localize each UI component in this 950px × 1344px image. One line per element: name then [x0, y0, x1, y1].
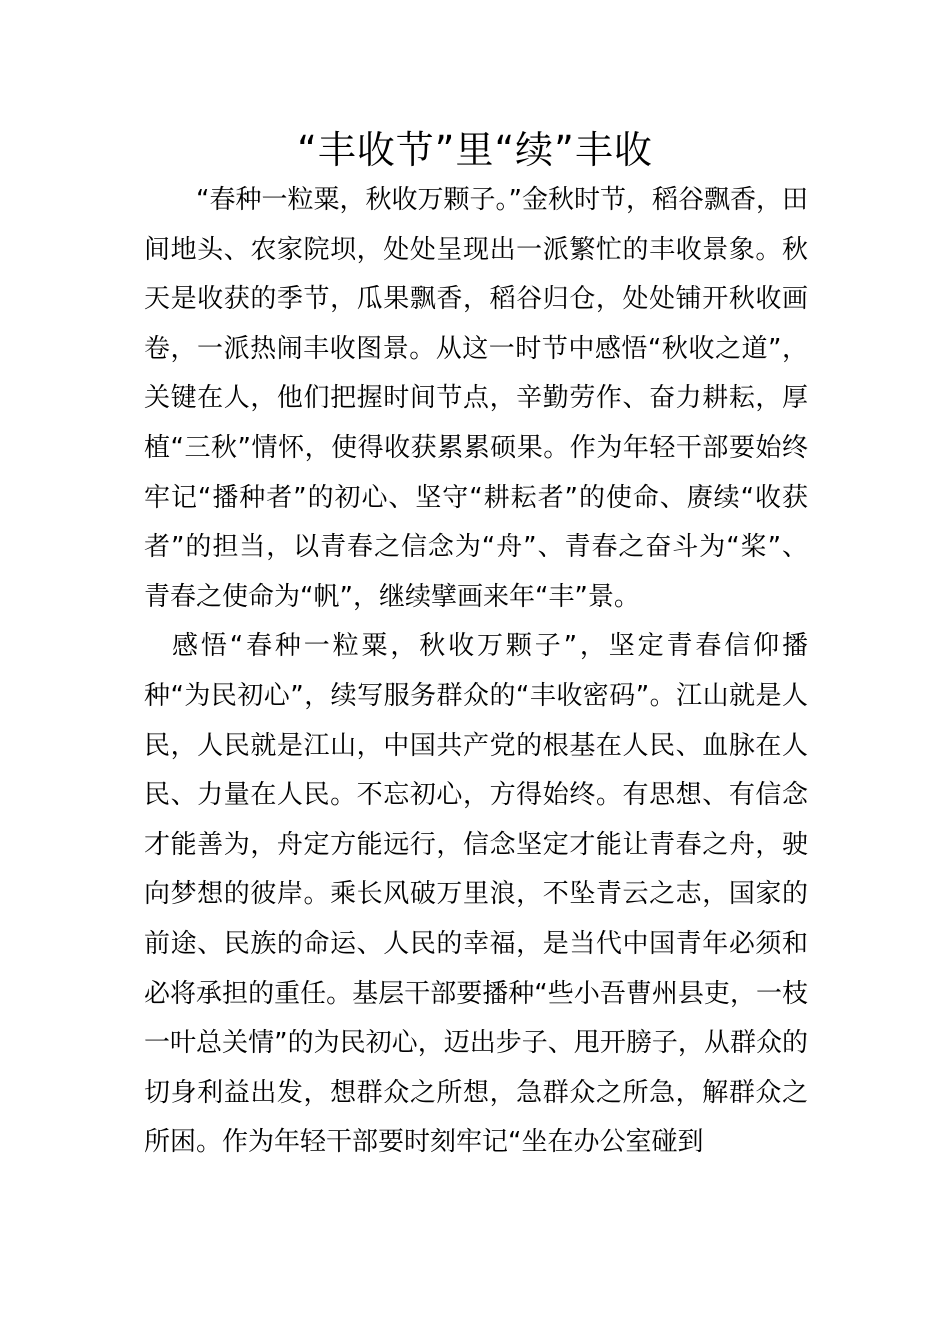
- paragraph-1: “春种一粒粟，秋收万颗子。”金秋时节，稻谷飘香，田间地头、农家院坝，处处呈现出一派繁忙的丰收景象。秋天是收获的季节，瓜果飘香，稻谷归仓，处处铺开秋收画卷，一派热闹丰收图景。从这一时节中感悟“秋收之道”，关键在人，他们把握时间节点，辛勤劳作、奋力耕耘，厚植“三秋”情怀，使得收获累累硕果。作为年轻干部要始终牢记“播种者”的初心、坚守“耕耘者”的使命、赓续“收获者”的担当，以青春之信念为“舟”、青春之奋斗为“桨”、青春之使命为“帆”，继续擘画来年“丰”景。: [144, 185, 808, 612]
- document-title: “丰收节”里“续”丰收: [297, 128, 653, 172]
- paragraph-2: 感悟“春种一粒粟，秋收万颗子”，坚定青春信仰播种“为民初心”，续写服务群众的“丰收密码”。江山就是人民，人民就是江山，中国共产党的根基在人民、血脉在人民、力量在人民。不忘初心，方得始终。有思想、有信念才能善为，舟定方能远行，信念坚定才能让青春之舟，驶向梦想的彼岸。乘长风破万里浪，不坠青云之志，国家的前途、民族的命运、人民的幸福，是当代中国青年必须和必将承担的重任。基层干部要播种“些小吾曹州县吏，一枝一叶总关情”的为民初心，迈出步子、甩开膀子，从群众的切身利益出发，想群众之所想，急群众之所急，解群众之所困。作为年轻干部要时刻牢记“坐在办公室碰到: [144, 631, 808, 1158]
- document-body: [144, 176, 808, 1168]
